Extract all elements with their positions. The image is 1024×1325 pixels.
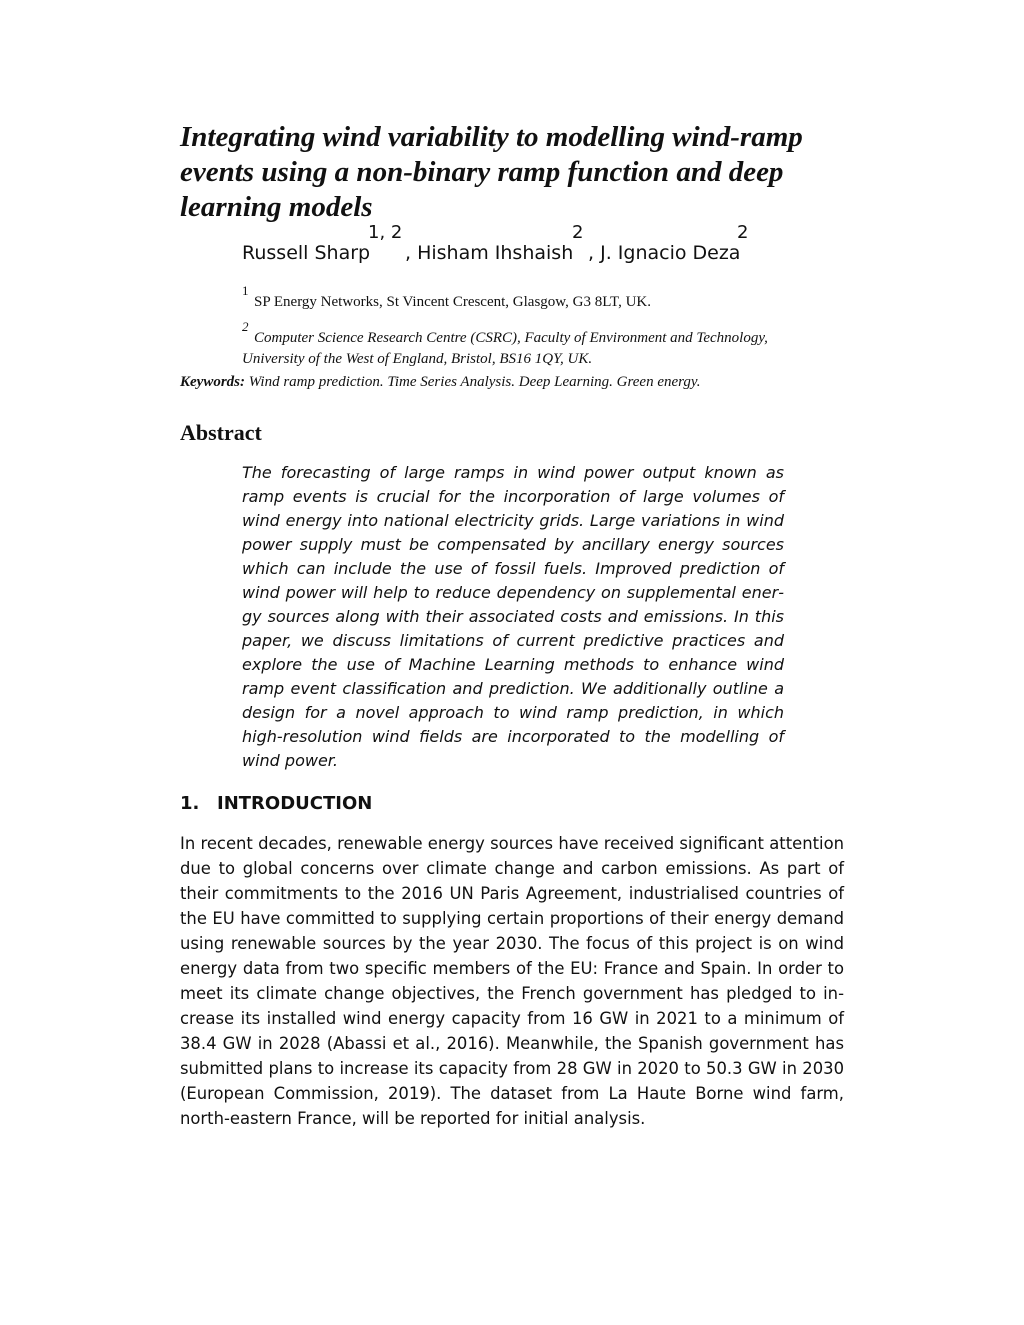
author-separator: , [405, 242, 418, 264]
author-affiliation-marker: 2 [737, 222, 749, 243]
affiliation-number: 2 [242, 319, 249, 334]
author-name: Hisham Ihshaish [417, 242, 574, 264]
keywords-text: Wind ramp prediction. Time Series Analysis. Deep Learning. Green energy. [245, 374, 701, 390]
author-affiliation-marker: 2 [572, 222, 584, 243]
abstract-heading: Abstract [180, 420, 262, 445]
author-1 [242, 222, 403, 264]
introduction-body: In recent decades, renewable energy sources have received significant attention due to global concerns over climate change and carbon emissions. As part of their commitments to the 2016 UN Paris Agreement, industrialised countries of the EU have committed to supplying certain proportions of their energy demand using renewable sources by the year 2030. The focus of this project is on wind energy data from two specific members of the EU: France and Spain. In order to meet its climate change objectives, the French government has pledged to increase its installed wind energy capacity from 16 GW in 2021 to a minimum of 38.4 GW in 2028 (Abassi et al., 2016). Meanwhile, the Spanish government has submitted plans to increase its capacity from 28 GW in 2020 to 50.3 GW in 2030 (European Commission, 2019). The dataset from La Haute Borne wind farm, north-eastern France, will be reported for initial analysis. [180, 834, 844, 1128]
author-3 [588, 222, 749, 264]
abstract-body: The forecasting of large ramps in wind power output known as ramp events is crucial for the incorporation of large volumes of wind energy into national electricity grids. Large variations in wind power supply must be compensated by ancillary energy sources which can include the use of fossil fuels. Improved prediction of wind power will help to reduce dependency on supplemental energy sources along with their associated costs and emissions. In this paper, we discuss limitations of current predictive practices and explore the use of Machine Learning methods to enhance wind ramp event classification and prediction. We additionally outline a design for a novel approach to wind ramp prediction, in which high-resolution wind fields are incorporated to the modelling of wind power. [242, 463, 784, 770]
section-heading-introduction [180, 793, 372, 814]
author-separator: , [588, 242, 601, 264]
affiliation-number: 1 [242, 283, 249, 298]
keywords [180, 374, 860, 391]
author-affiliation-marker: 1, 2 [368, 222, 403, 243]
author-list [242, 224, 802, 270]
section-title: INTRODUCTION [217, 793, 373, 814]
affiliation-text: SP Energy Networks, St Vincent Crescent, Glasgow, G3 8LT, UK. [254, 294, 651, 310]
section-number: 1. [180, 793, 200, 814]
affiliation-text-line1: Computer Science Research Centre (CSRC), Faculty of Environment and Technology, [254, 330, 768, 346]
affiliation-text-line2: University of the West of England, Bristol, BS16 1QY, UK. [242, 351, 593, 367]
paper-title: Integrating wind variability to modelling wind-ramp events using a non-binary ramp function and deep learning models [180, 121, 803, 223]
author-name: Russell Sharp [242, 242, 371, 264]
keywords-label: Keywords: [180, 374, 245, 390]
author-2 [405, 222, 584, 264]
affiliation-1 [242, 283, 842, 313]
affiliation-2 [242, 319, 842, 370]
author-name: J. Ignacio Deza [600, 242, 741, 264]
